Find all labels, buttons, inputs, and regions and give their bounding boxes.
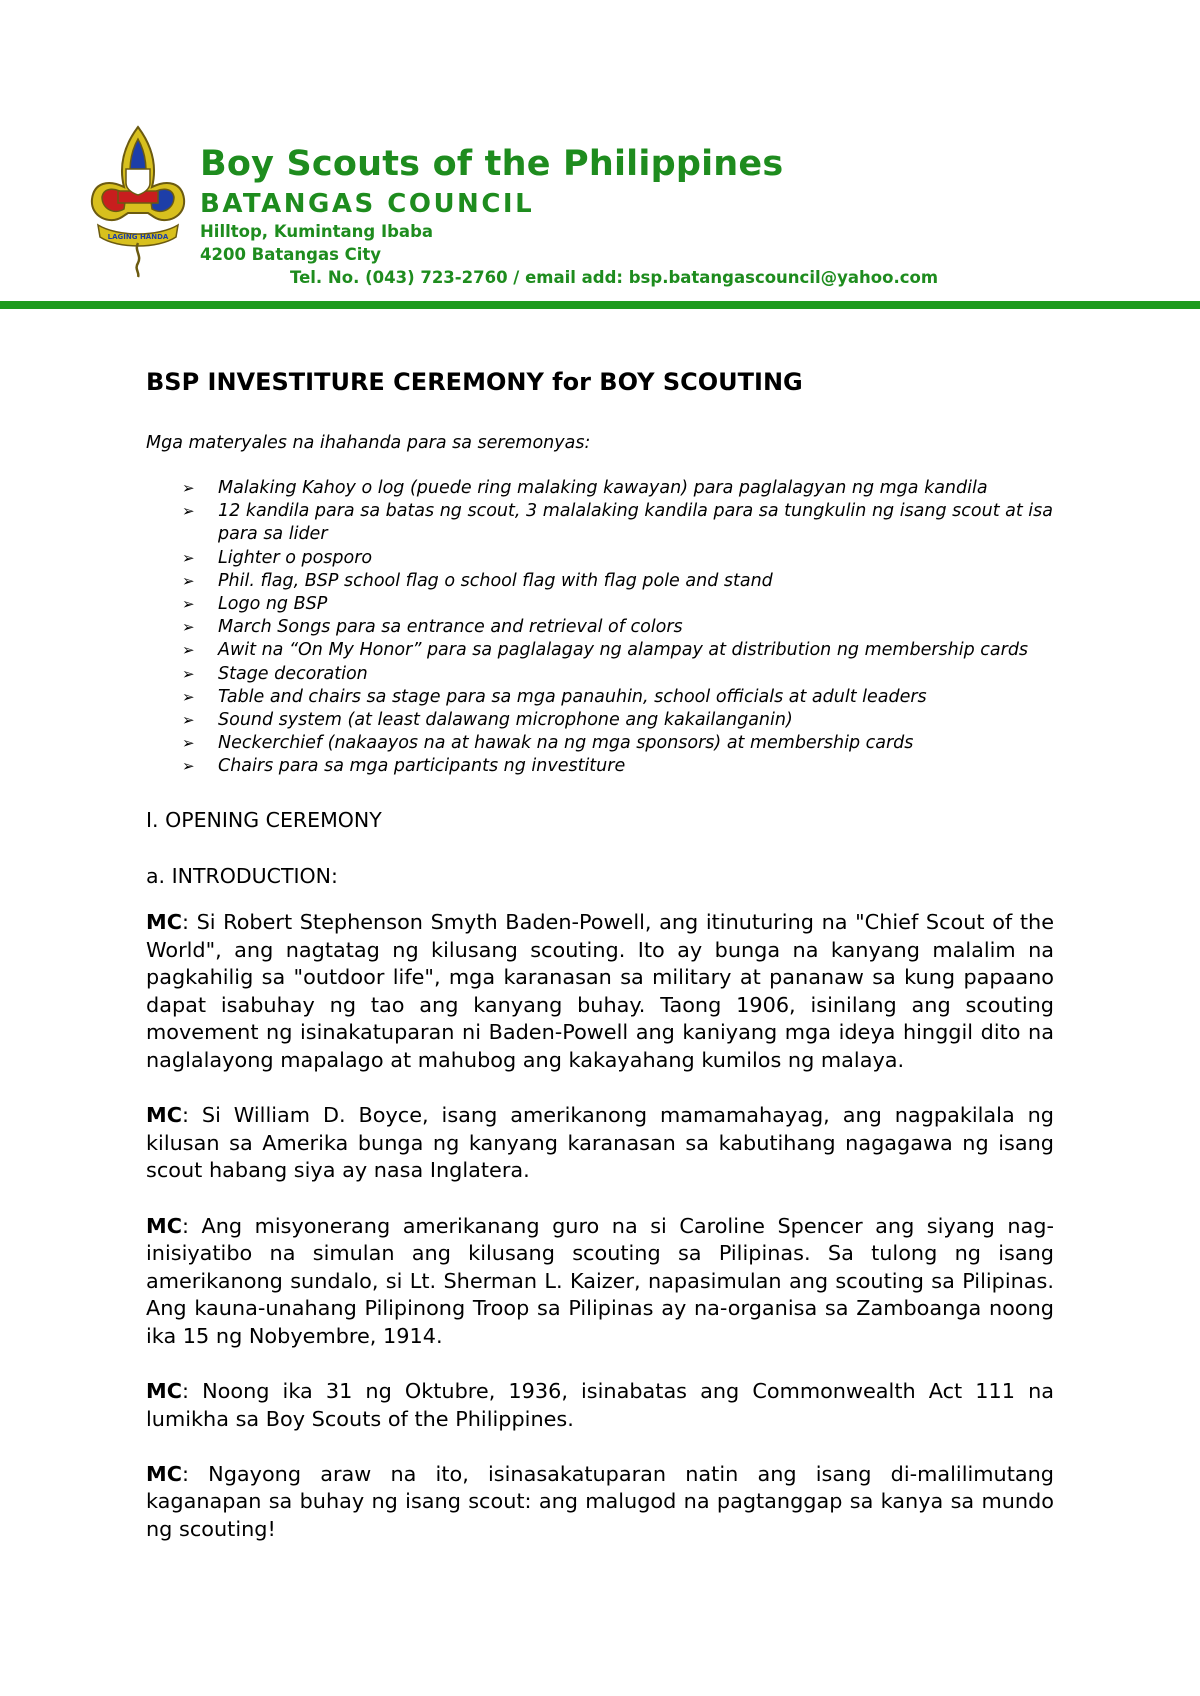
paragraph-text: : Si Robert Stephenson Smyth Baden-Powell, ang itinuturing na "Chief Scout of the World", ang nagtatag ng kilusang scouting. Ito ay bunga na kanyang malalim na pagkahilig sa "outdoor life", mga karanasan sa military at pananaw sa kung papaano dapat isabuhay ng tao ang kanyang buhay. Taong 1906, isinilang ang scouting movement ng isinakatuparan ni Baden-Powell ang kaniyang mga ideya hinggil dito na naglalayong mapalago at mahubog ang kakayahang kumilos ng malaya. — [146, 910, 1054, 1072]
materials-intro: Mga materyales na ihahanda para sa seremonyas: — [146, 433, 591, 453]
speaker-label: MC — [146, 1103, 182, 1128]
svg-text:LAGING HANDA: LAGING HANDA — [107, 233, 169, 241]
address-line-1: Hilltop, Kumintang Ibaba — [200, 222, 434, 241]
list-item — [146, 755, 1056, 778]
list-item-text: Logo ng BSP — [218, 594, 328, 615]
arrow-bullet-icon: ➢ — [182, 664, 195, 683]
list-item-text: Phil. flag, BSP school flag o school flag with flag pole and stand — [218, 570, 773, 591]
arrow-bullet-icon: ➢ — [182, 548, 195, 567]
arrow-bullet-icon: ➢ — [182, 618, 195, 637]
list-item-text: Stage decoration — [218, 663, 368, 684]
list-item — [146, 616, 1056, 639]
list-item — [146, 593, 1056, 616]
mc-paragraph — [146, 1102, 1054, 1185]
arrow-bullet-icon: ➢ — [182, 641, 195, 660]
mc-script — [146, 909, 1054, 1571]
arrow-bullet-icon: ➢ — [182, 571, 195, 590]
arrow-bullet-icon: ➢ — [182, 479, 195, 497]
speaker-label: MC — [146, 1461, 182, 1486]
paragraph-text: : Ang misyonerang amerikanang guro na si Caroline Spencer ang siyang nag-inisiyatibo na simulan ang kilusang scouting sa Pilipinas. Sa tulong ng isang amerikanong sundalo, si Lt. Sherman L. Kaizer, napasimulan ang scouting sa Pilipinas. Ang kauna-unahang Pilipinong Troop sa Pilipinas ay na-organisa sa Zamboanga noong ika 15 ng Nobyembre, 1914. — [146, 1213, 1054, 1348]
list-item — [146, 570, 1056, 593]
document-title: BSP INVESTITURE CEREMONY for BOY SCOUTING — [146, 368, 803, 396]
paragraph-text: : Noong ika 31 ng Oktubre, 1936, isinabatas ang Commonwealth Act 111 na lumikha sa Boy Scouts of the Philippines. — [146, 1379, 1054, 1431]
arrow-bullet-icon: ➢ — [182, 757, 195, 776]
address-line-2: 4200 Batangas City — [200, 245, 382, 264]
arrow-bullet-icon: ➢ — [182, 687, 195, 706]
bsp-logo-icon — [88, 125, 188, 280]
paragraph-text: : Ngayong araw na ito, isinasakatuparan natin ang isang di-malilimutang kaganapan sa buhay ng isang scout: ang malugod na pagtanggap sa kanya sa mundo ng scouting! — [146, 1461, 1054, 1542]
list-item — [146, 547, 1056, 570]
speaker-label: MC — [146, 910, 182, 934]
speaker-label: MC — [146, 1379, 182, 1404]
list-item-text: Neckerchief (nakaayos na at hawak na ng mga sponsors) at membership cards — [218, 733, 914, 754]
contact-info: Tel. No. (043) 723-2760 / email add: bsp.batangascouncil@yahoo.com — [290, 268, 939, 287]
section-heading: I. OPENING CEREMONY — [146, 808, 382, 832]
list-item — [146, 639, 1056, 662]
paragraph-text: : Si William D. Boyce, isang amerikanong mamamahayag, ang nagpakilala ng kilusan sa Amerika bunga ng kanyang karanasan sa kabutihang nagagawa ng isang scout habang siya ay nasa Inglatera. — [146, 1103, 1054, 1183]
speaker-label: MC — [146, 1213, 182, 1238]
header-divider — [0, 301, 1200, 309]
list-item-text: Malaking Kahoy o log (puede ring malaking kawayan) para paglalagyan ng mga kandila — [218, 478, 988, 498]
list-item-text: Sound system (at least dalawang microphone ang kakailanganin) — [218, 710, 793, 731]
arrow-bullet-icon: ➢ — [182, 734, 195, 753]
list-item-text: Awit na “On My Honor” para sa paglalagay ng alampay at distribution ng membership cards — [218, 640, 1029, 661]
org-name: Boy Scouts of the Philippines — [200, 144, 784, 184]
arrow-bullet-icon: ➢ — [182, 502, 195, 521]
mc-paragraph — [146, 1378, 1054, 1433]
subsection-heading: a. INTRODUCTION: — [146, 864, 338, 888]
arrow-bullet-icon: ➢ — [182, 595, 195, 614]
list-item-text: Table and chairs sa stage para sa mga panauhin, school officials at adult leaders — [218, 686, 927, 707]
list-item — [146, 500, 1056, 546]
list-item-text: 12 kandila para sa batas ng scout, 3 malalaking kandila para sa tungkulin ng isang scout at isa para sa lider — [218, 501, 1053, 545]
mc-paragraph — [146, 909, 1054, 1075]
mc-paragraph — [146, 1213, 1054, 1351]
materials-list — [146, 477, 1056, 779]
list-item-text: March Songs para sa entrance and retrieval of colors — [218, 617, 683, 638]
council-name: BATANGAS COUNCIL — [200, 189, 535, 219]
list-item — [146, 663, 1056, 686]
arrow-bullet-icon: ➢ — [182, 711, 195, 730]
list-item-text: Lighter o posporo — [218, 547, 373, 568]
mc-paragraph — [146, 1461, 1054, 1544]
list-item — [146, 686, 1056, 709]
list-item — [146, 732, 1056, 755]
list-item-text: Chairs para sa mga participants ng investiture — [218, 756, 626, 777]
list-item — [146, 709, 1056, 732]
list-item — [146, 477, 1056, 500]
